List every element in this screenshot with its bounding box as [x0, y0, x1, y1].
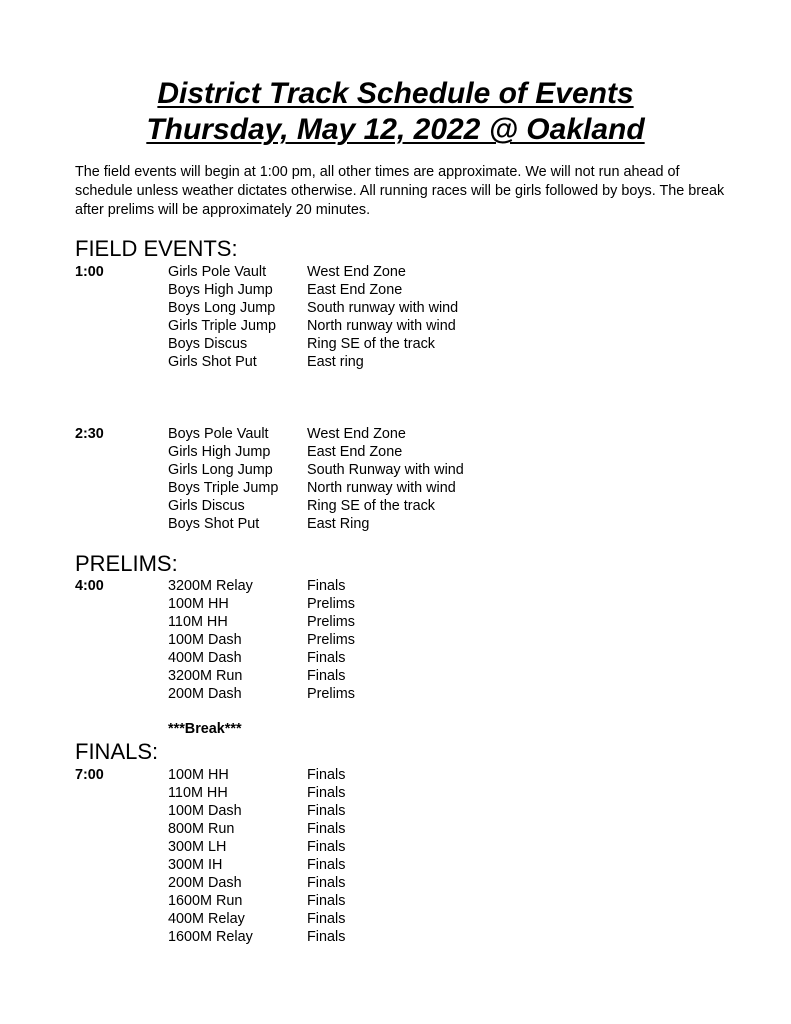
event-status: Finals: [307, 893, 346, 909]
event-name: 3200M Run: [168, 668, 243, 684]
event-name: 1600M Run: [168, 893, 243, 909]
list-item: [168, 631, 355, 649]
break-label: ***Break***: [168, 721, 242, 737]
list-item: [168, 928, 345, 946]
event-status: Finals: [307, 578, 346, 594]
event-status: Finals: [307, 821, 346, 837]
list-item: [168, 595, 355, 613]
event-name: 100M Dash: [168, 803, 242, 819]
event-name: 110M HH: [168, 614, 228, 630]
event-status: Finals: [307, 767, 346, 783]
list-item: [168, 856, 345, 874]
list-item: [168, 667, 355, 685]
event-list: [168, 577, 355, 703]
page-title: District Track Schedule of Events: [157, 77, 634, 110]
event-name: 400M Dash: [168, 650, 242, 666]
event-name: 3200M Relay: [168, 578, 253, 594]
event-location: East End Zone: [307, 444, 403, 460]
event-location: North runway with wind: [307, 318, 456, 334]
event-status: Finals: [307, 668, 346, 684]
event-name: Boys Pole Vault: [168, 426, 269, 442]
event-status: Finals: [307, 785, 346, 801]
list-item: [168, 299, 458, 317]
event-list: [168, 766, 345, 946]
event-location: West End Zone: [307, 426, 406, 442]
field-events-heading: FIELD EVENTS:: [75, 236, 238, 261]
event-status: Prelims: [307, 596, 355, 612]
list-item: [168, 479, 464, 497]
list-item: [168, 497, 464, 515]
event-location: West End Zone: [307, 264, 406, 280]
event-location: North runway with wind: [307, 480, 456, 496]
event-name: Girls High Jump: [168, 444, 271, 460]
event-status: Prelims: [307, 614, 355, 630]
page-subtitle-date-venue: Thursday, May 12, 2022 @ Oakland: [146, 113, 645, 146]
event-name: Girls Discus: [168, 498, 245, 514]
list-item: [168, 317, 458, 335]
list-item: [168, 461, 464, 479]
list-item: [168, 910, 345, 928]
event-name: 800M Run: [168, 821, 235, 837]
event-location: South Runway with wind: [307, 462, 464, 478]
prelims-heading: PRELIMS:: [75, 551, 178, 576]
list-item: [168, 784, 345, 802]
event-name: Boys High Jump: [168, 282, 273, 298]
event-name: Boys Shot Put: [168, 516, 260, 532]
list-item: [168, 425, 464, 443]
list-item: [168, 515, 464, 533]
list-item: [168, 838, 345, 856]
event-status: Finals: [307, 911, 346, 927]
event-name: 100M HH: [168, 767, 229, 783]
list-item: [168, 874, 345, 892]
event-name: Girls Long Jump: [168, 462, 273, 478]
event-name: 400M Relay: [168, 911, 245, 927]
event-status: Prelims: [307, 686, 355, 702]
event-list: [168, 425, 464, 533]
event-name: 100M HH: [168, 596, 229, 612]
event-name: 200M Dash: [168, 686, 242, 702]
intro-paragraph: The field events will begin at 1:00 pm, all other times are approximate. We will not run ahead of schedule unless weather dictates otherwise. All running races will be girls followed by boys. The break after prelims will be approximately 20 minutes.: [75, 164, 725, 218]
time-label: 2:30: [75, 426, 104, 442]
event-status: Finals: [307, 857, 346, 873]
event-name: 300M IH: [168, 857, 223, 873]
event-status: Finals: [307, 929, 346, 945]
event-name: Girls Triple Jump: [168, 318, 276, 334]
list-item: [168, 577, 355, 595]
event-location: East End Zone: [307, 282, 403, 298]
list-item: [168, 335, 458, 353]
event-name: Boys Long Jump: [168, 300, 276, 316]
list-item: [168, 685, 355, 703]
list-item: [168, 281, 458, 299]
list-item: [168, 353, 458, 371]
event-name: Boys Discus: [168, 336, 248, 352]
event-name: 1600M Relay: [168, 929, 253, 945]
event-location: South runway with wind: [307, 300, 459, 316]
event-status: Finals: [307, 650, 346, 666]
time-label: 4:00: [75, 578, 104, 594]
event-status: Finals: [307, 803, 346, 819]
event-location: East ring: [307, 354, 364, 370]
event-name: Boys Triple Jump: [168, 480, 279, 496]
event-name: 110M HH: [168, 785, 228, 801]
event-location: Ring SE of the track: [307, 498, 435, 514]
list-item: [168, 766, 345, 784]
list-item: [168, 263, 458, 281]
list-item: [168, 613, 355, 631]
event-location: East Ring: [307, 516, 370, 532]
event-status: Finals: [307, 839, 346, 855]
event-name: 200M Dash: [168, 875, 242, 891]
event-location: Ring SE of the track: [307, 336, 435, 352]
event-list: [168, 263, 458, 371]
time-label: 7:00: [75, 767, 104, 783]
event-name: 100M Dash: [168, 632, 242, 648]
event-name: Girls Shot Put: [168, 354, 257, 370]
list-item: [168, 820, 345, 838]
event-status: Prelims: [307, 632, 355, 648]
list-item: [168, 802, 345, 820]
time-label: 1:00: [75, 264, 104, 280]
event-status: Finals: [307, 875, 346, 891]
finals-heading: FINALS:: [75, 739, 159, 764]
event-name: 300M LH: [168, 839, 227, 855]
list-item: [168, 892, 345, 910]
list-item: [168, 649, 355, 667]
list-item: [168, 443, 464, 461]
event-name: Girls Pole Vault: [168, 264, 267, 280]
